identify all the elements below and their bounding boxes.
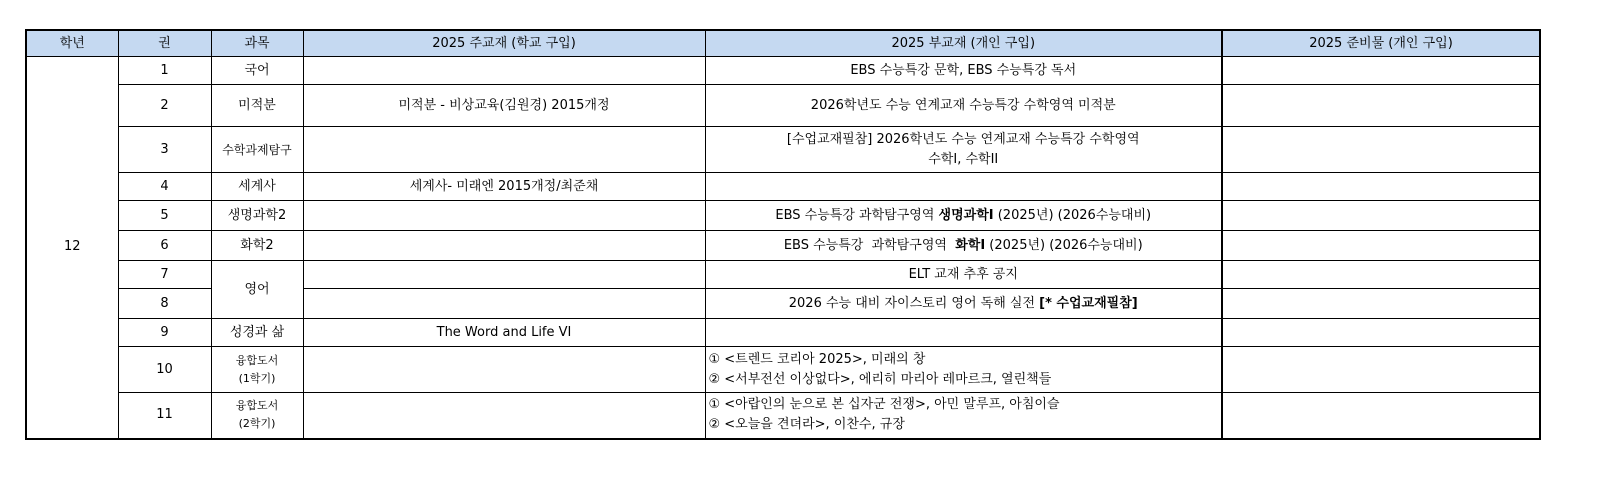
sub-textbook-cell (705, 173, 1222, 201)
sub-textbook-line: 수학I, 수학II (928, 151, 999, 167)
subject-cell: 국어 (211, 57, 303, 85)
sub-textbook-cell (705, 319, 1222, 347)
sub-textbook-cell (705, 347, 1222, 393)
subject-cell (211, 393, 303, 439)
table-row (26, 231, 1540, 261)
header-sub-textbook: 2025 부교재 (개인 구입) (705, 30, 1222, 57)
volume-cell: 1 (118, 57, 211, 85)
supplies-cell (1222, 261, 1540, 289)
subject-line: 융합도서 (235, 399, 279, 413)
supplies-cell (1222, 393, 1540, 439)
main-textbook-cell (303, 57, 705, 85)
supplies-cell (1222, 127, 1540, 173)
header-volume: 권 (118, 30, 211, 57)
sub-textbook-text: (2025년) (2026수능대비) (993, 207, 1152, 223)
volume-cell: 9 (118, 319, 211, 347)
sub-textbook-line: ② <오늘을 견뎌라>, 이찬수, 규장 (708, 417, 905, 433)
sub-textbook-cell (705, 289, 1222, 319)
sub-textbook-text: (2025년) (2026수능대비) (985, 237, 1143, 253)
main-textbook-cell (303, 231, 705, 261)
subject-cell: 세계사 (211, 173, 303, 201)
main-textbook-cell: 세계사- 미래엔 2015개정/최준채 (303, 173, 705, 201)
supplies-cell (1222, 85, 1540, 127)
sub-textbook-cell: ELT 교재 추후 공지 (705, 261, 1222, 289)
subject-line: (2학기) (238, 417, 276, 431)
volume-cell: 11 (118, 393, 211, 439)
table-row (26, 347, 1540, 393)
main-textbook-cell (303, 347, 705, 393)
sub-textbook-line: ① <트렌드 코리아 2025>, 미래의 창 (708, 351, 926, 367)
supplies-cell (1222, 201, 1540, 231)
header-supplies: 2025 준비물 (개인 구입) (1222, 30, 1540, 57)
sub-textbook-line: ① <아랍인의 눈으로 본 십자군 전쟁>, 아민 말루프, 아침이슬 (708, 397, 1060, 413)
textbook-table (25, 29, 1541, 440)
volume-cell: 6 (118, 231, 211, 261)
sub-textbook-line: [수업교재필참] 2026학년도 수능 연계교재 수능특강 수학영역 (786, 131, 1140, 147)
sub-textbook-line: ② <서부전선 이상없다>, 에리히 마리아 레마르크, 열린책들 (708, 371, 1052, 387)
header-grade: 학년 (26, 30, 118, 57)
supplies-cell (1222, 231, 1540, 261)
table-row (26, 201, 1540, 231)
sub-textbook-bold: [* 수업교재필참] (1039, 295, 1138, 311)
grade-cell: 12 (26, 57, 118, 439)
header-subject: 과목 (211, 30, 303, 57)
volume-cell: 5 (118, 201, 211, 231)
main-textbook-cell (303, 201, 705, 231)
supplies-cell (1222, 57, 1540, 85)
volume-cell: 2 (118, 85, 211, 127)
table-row (26, 85, 1540, 127)
table-row (26, 127, 1540, 173)
supplies-cell (1222, 347, 1540, 393)
sub-textbook-cell (705, 201, 1222, 231)
subject-cell: 영어 (211, 261, 303, 319)
sub-textbook-bold: 화학Ⅰ (955, 237, 986, 253)
subject-cell: 수학과제탐구 (211, 127, 303, 173)
sub-textbook-text: EBS 수능특강 과학탐구영역 (783, 237, 956, 253)
subject-cell (211, 347, 303, 393)
volume-cell: 7 (118, 261, 211, 289)
volume-cell: 4 (118, 173, 211, 201)
header-main-textbook: 2025 주교재 (학교 구입) (303, 30, 705, 57)
supplies-cell (1222, 319, 1540, 347)
subject-cell: 성경과 삶 (211, 319, 303, 347)
main-textbook-cell: 미적분 - 비상교육(김원경) 2015개정 (303, 85, 705, 127)
supplies-cell (1222, 289, 1540, 319)
main-textbook-cell (303, 393, 705, 439)
main-textbook-cell (303, 289, 705, 319)
supplies-cell (1222, 173, 1540, 201)
table-row (26, 393, 1540, 439)
main-textbook-cell (303, 261, 705, 289)
subject-line: (1학기) (238, 371, 276, 385)
table-row (26, 261, 1540, 289)
sub-textbook-bold: 생명과학Ⅰ (938, 207, 994, 223)
sub-textbook-cell (705, 127, 1222, 173)
subject-cell: 생명과학2 (211, 201, 303, 231)
subject-cell: 화학2 (211, 231, 303, 261)
subject-cell: 미적분 (211, 85, 303, 127)
volume-cell: 10 (118, 347, 211, 393)
volume-cell: 8 (118, 289, 211, 319)
subject-line: 융합도서 (235, 353, 279, 367)
sub-textbook-cell (705, 393, 1222, 439)
sub-textbook-cell: EBS 수능특강 문학, EBS 수능특강 독서 (705, 57, 1222, 85)
sub-textbook-text: 2026 수능 대비 자이스토리 영어 독해 실전 (788, 295, 1040, 311)
sub-textbook-cell: 2026학년도 수능 연계교재 수능특강 수학영역 미적분 (705, 85, 1222, 127)
volume-cell: 3 (118, 127, 211, 173)
table-row (26, 319, 1540, 347)
main-textbook-cell (303, 127, 705, 173)
table-row (26, 173, 1540, 201)
sub-textbook-cell (705, 231, 1222, 261)
header-row (26, 30, 1540, 57)
main-textbook-cell: The Word and Life VI (303, 319, 705, 347)
sub-textbook-text: EBS 수능특강 과학탐구영역 (775, 207, 939, 223)
table-row (26, 57, 1540, 85)
